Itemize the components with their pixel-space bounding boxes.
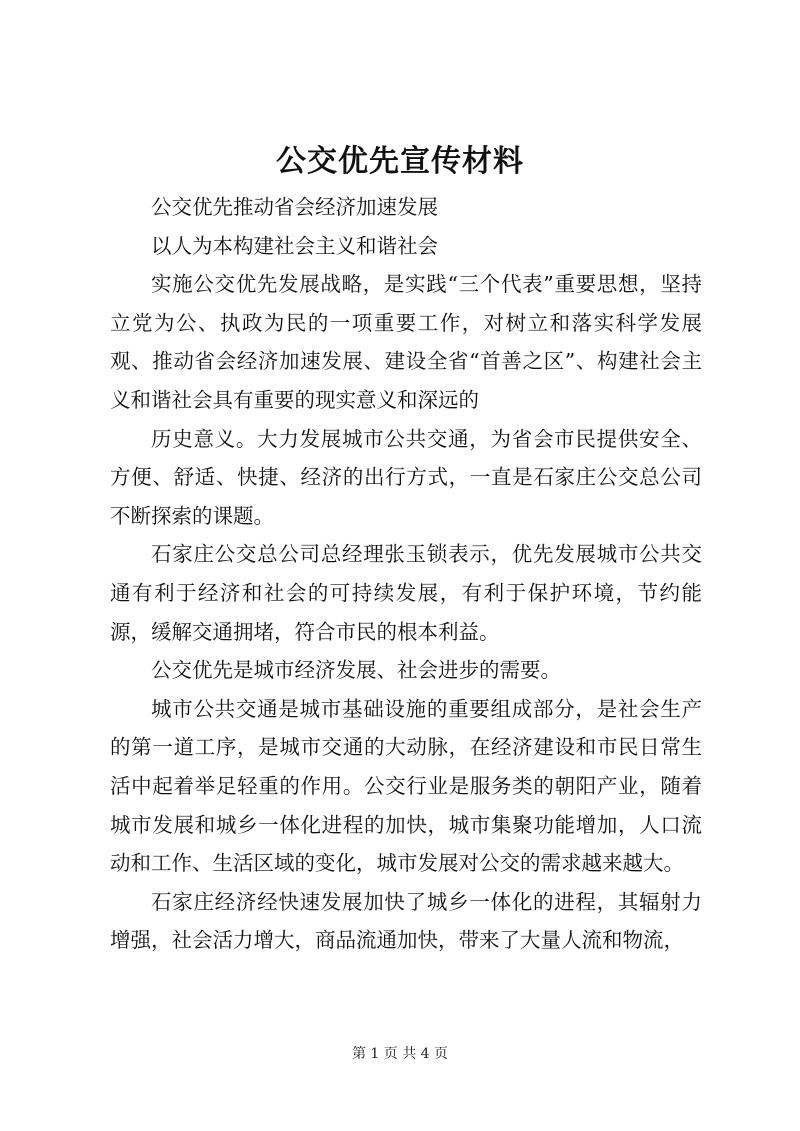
subtitle-2: 以人为本构建社会主义和谐社会 xyxy=(151,233,438,258)
paragraph-6: 石家庄经济经快速发展加快了城乡一体化的进程，其辐射力增强，社会活力增大，商品流通加快，带来了大量人流和物流， xyxy=(110,889,702,953)
document-title: 公交优先宣传材料 xyxy=(276,144,524,179)
paragraph-1: 实施公交优先发展战略，是实践“三个代表”重要思想，坚持立党为公、执政为民的一项重要工作，对树立和落实科学发展观、推动省会经济加速发展、建设全省“首善之区”、构建社会主义和谐社会具有重要的现实意义和深远的 xyxy=(110,272,702,412)
page-footer: 第 1 页 共 4 页 xyxy=(351,1046,449,1062)
document-body xyxy=(110,188,702,960)
subtitle-1: 公交优先推动省会经济加速发展 xyxy=(151,195,438,219)
paragraph-5: 城市公共交通是城市基础设施的重要组成部分，是社会生产的第一道工序，是城市交通的大动脉，在经济建设和市民日常生活中起着举足轻重的作用。公交行业是服务类的朝阳产业，随着城市发展和城乡一体化进程的加快，城市集聚功能增加，人口流动和工作、生活区域的变化，城市发展对公交的需求越来越大。 xyxy=(110,696,702,876)
paragraph-3: 石家庄公交总公司总经理张玉锁表示，优先发展城市公共交通有利于经济和社会的可持续发展，有利于保护环境，节约能源，缓解交通拥堵，符合市民的根本利益。 xyxy=(110,542,702,644)
paragraph-2: 历史意义。大力发展城市公共交通，为省会市民提供安全、方便、舒适、快捷、经济的出行方式，一直是石家庄公交总公司不断探索的课题。 xyxy=(110,426,702,528)
paragraph-4: 公交优先是城市经济发展、社会进步的需要。 xyxy=(151,658,561,683)
